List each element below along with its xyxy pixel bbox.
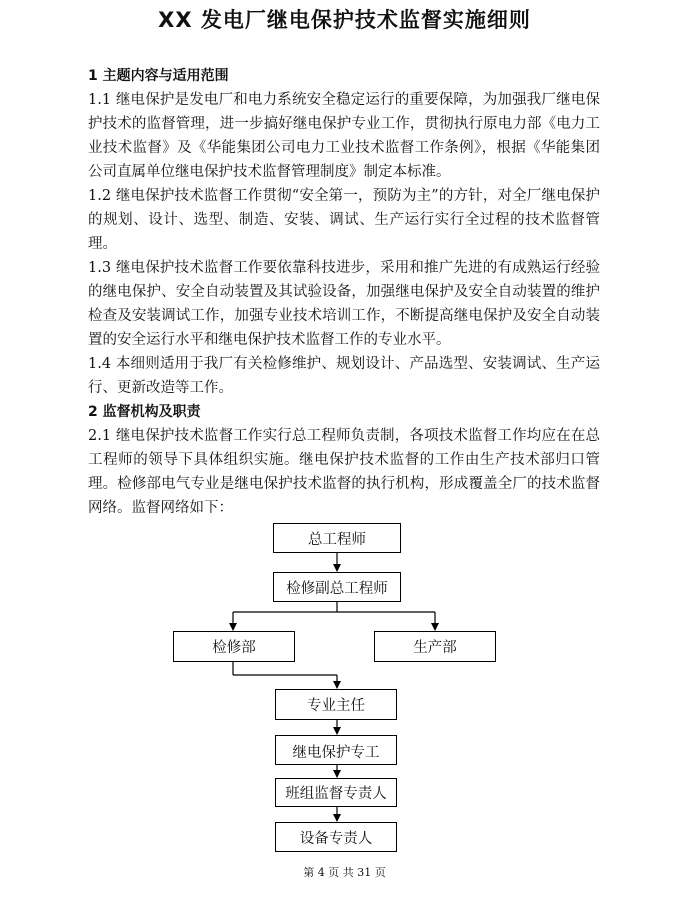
org-box-deputy-chief: 检修副总工程师 xyxy=(273,572,401,602)
org-box-production-dept: 生产部 xyxy=(374,631,496,662)
paragraph-2-1: 2.1 继电保护技术监督工作实行总工程师负责制，各项技术监督工作均应在在总工程师的领导下具体组织实施。继电保护技术监督的工作由生产技术部归口管理。检修部电气专业是继电保护技术监督的执行机构，形成覆盖全厂的技术监督网络。监督网络如下： xyxy=(88,428,600,516)
section-2-heading: 2 监督机构及职责 xyxy=(88,404,201,420)
paragraph-1-1: 1.1 继电保护是发电厂和电力系统安全稳定运行的重要保障，为加强我厂继电保护技术的监督管理，进一步搞好继电保护专业工作，贯彻执行原电力部《电力工业技术监督》及《华能集团公司电力工业技术监督工作条例》，根据《华能集团公司直属单位继电保护技术监督管理制度》制定本标准。 xyxy=(88,92,600,180)
paragraph-1-4: 1.4 本细则适用于我厂有关检修维护、规划设计、产品选型、安装调试、生产运行、更新改造等工作。 xyxy=(88,356,600,396)
paragraph-1-3: 1.3 继电保护技术监督工作要依靠科技进步，采用和推广先进的有成熟运行经验的继电保护、安全自动装置及其试验设备，加强继电保护及安全自动装置的维护检查及安装调试工作，加强专业技术培训工作，不断提高继电保护及安全自动装置的安全运行水平和继电保护技术监督工作的专业水平。 xyxy=(88,260,600,348)
org-box-specialty-director: 专业主任 xyxy=(275,689,397,720)
paragraph-1-2: 1.2 继电保护技术监督工作贯彻“安全第一，预防为主”的方针，对全厂继电保护的规划、设计、选型、制造、安装、调试、生产运行实行全过程的技术监督管理。 xyxy=(88,188,600,252)
org-box-maintenance-dept: 检修部 xyxy=(173,631,295,662)
org-box-team-supervisor: 班组监督专责人 xyxy=(275,778,397,807)
org-box-equipment-person: 设备专责人 xyxy=(275,822,397,852)
document-title: XX 发电厂继电保护技术监督实施细则 xyxy=(158,8,531,32)
org-box-relay-engineer: 继电保护专工 xyxy=(275,735,397,765)
section-1-heading: 1 主题内容与适用范围 xyxy=(88,68,229,84)
page-footer: 第 4 页 共 31 页 xyxy=(303,866,386,879)
org-box-chief-engineer: 总工程师 xyxy=(273,523,401,553)
